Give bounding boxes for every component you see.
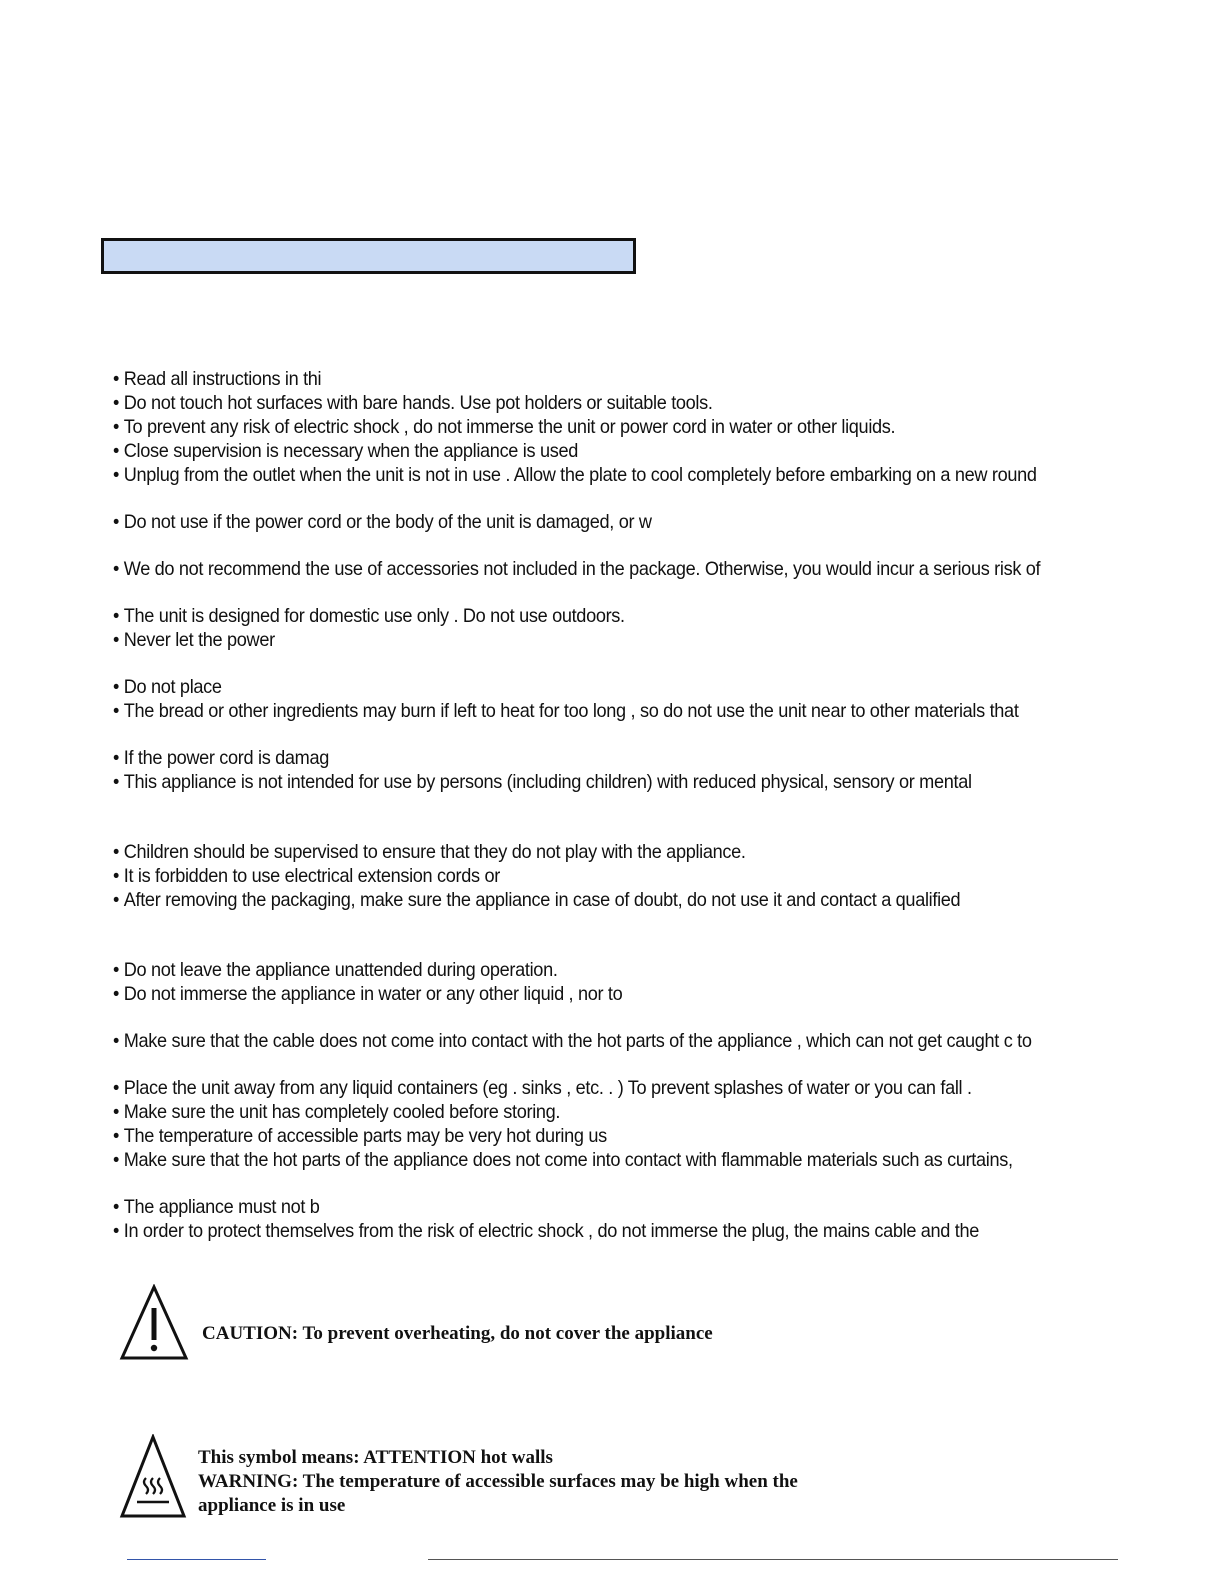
list-item: • Close supervision is necessary when the appliance is used xyxy=(113,439,1043,463)
list-item: • The appliance must not b xyxy=(113,1195,1043,1219)
list-item: • After removing the packaging, make sure the appliance in case of doubt, do not use it and contact a qualified xyxy=(113,888,1043,912)
list-item: • Do not use if the power cord or the body of the unit is damaged, or w xyxy=(113,510,1043,534)
hot-symbol-line: appliance is in use xyxy=(198,1495,346,1516)
safety-instructions-list xyxy=(113,367,1113,1243)
list-item: • The unit is designed for domestic use only . Do not use outdoors. xyxy=(113,604,1043,628)
list-item: • The bread or other ingredients may burn if left to heat for too long , so do not use the unit near to other materials that xyxy=(113,699,1043,723)
list-item: • Make sure that the hot parts of the appliance does not come into contact with flammable materials such as curtains, xyxy=(113,1148,1043,1172)
section-header-box xyxy=(101,238,636,274)
list-item: • Unplug from the outlet when the unit is not in use . Allow the plate to cool completely before embarking on a new round xyxy=(113,463,1043,487)
warning-triangle-icon xyxy=(119,1284,189,1362)
list-item: • Never let the power xyxy=(113,628,1043,652)
list-item: • We do not recommend the use of accessories not included in the package. Otherwise, you would incur a serious risk of xyxy=(113,557,1043,581)
list-item: • Do not leave the appliance unattended during operation. xyxy=(113,958,1043,982)
list-item: • Do not place xyxy=(113,675,1043,699)
list-item: • It is forbidden to use electrical extension cords or xyxy=(113,864,1043,888)
list-item: • Make sure the unit has completely cooled before storing. xyxy=(113,1100,1043,1124)
list-item: • Children should be supervised to ensure that they do not play with the appliance. xyxy=(113,840,1043,864)
hot-symbol-text xyxy=(198,1446,798,1518)
list-item: • Do not touch hot surfaces with bare hands. Use pot holders or suitable tools. xyxy=(113,391,1043,415)
hot-symbol-line: This symbol means: ATTENTION hot walls xyxy=(198,1447,553,1468)
list-item: • If the power cord is damag xyxy=(113,746,1043,770)
caution-text: CAUTION: To prevent overheating, do not cover the appliance xyxy=(202,1323,713,1344)
list-item: • In order to protect themselves from the risk of electric shock , do not immerse the plug, the mains cable and the xyxy=(113,1219,1043,1243)
list-item: • To prevent any risk of electric shock , do not immerse the unit or power cord in water or other liquids. xyxy=(113,415,1043,439)
list-item: • Read all instructions in thi xyxy=(113,367,1043,391)
list-item: • The temperature of accessible parts may be very hot during us xyxy=(113,1124,1043,1148)
hot-symbol-line: WARNING: The temperature of accessible surfaces may be high when the xyxy=(198,1471,798,1492)
list-item: • Make sure that the cable does not come into contact with the hot parts of the appliance , which can not get caught c to xyxy=(113,1029,1043,1053)
footer-divider xyxy=(428,1559,1118,1560)
list-item: • This appliance is not intended for use by persons (including children) with reduced physical, sensory or mental xyxy=(113,770,1043,794)
footer-divider xyxy=(127,1559,266,1560)
list-item: • Place the unit away from any liquid containers (eg . sinks , etc. . ) To prevent splashes of water or you can fall . xyxy=(113,1076,1043,1100)
hot-surface-icon xyxy=(119,1434,187,1520)
list-item: • Do not immerse the appliance in water or any other liquid , nor to xyxy=(113,982,1043,1006)
